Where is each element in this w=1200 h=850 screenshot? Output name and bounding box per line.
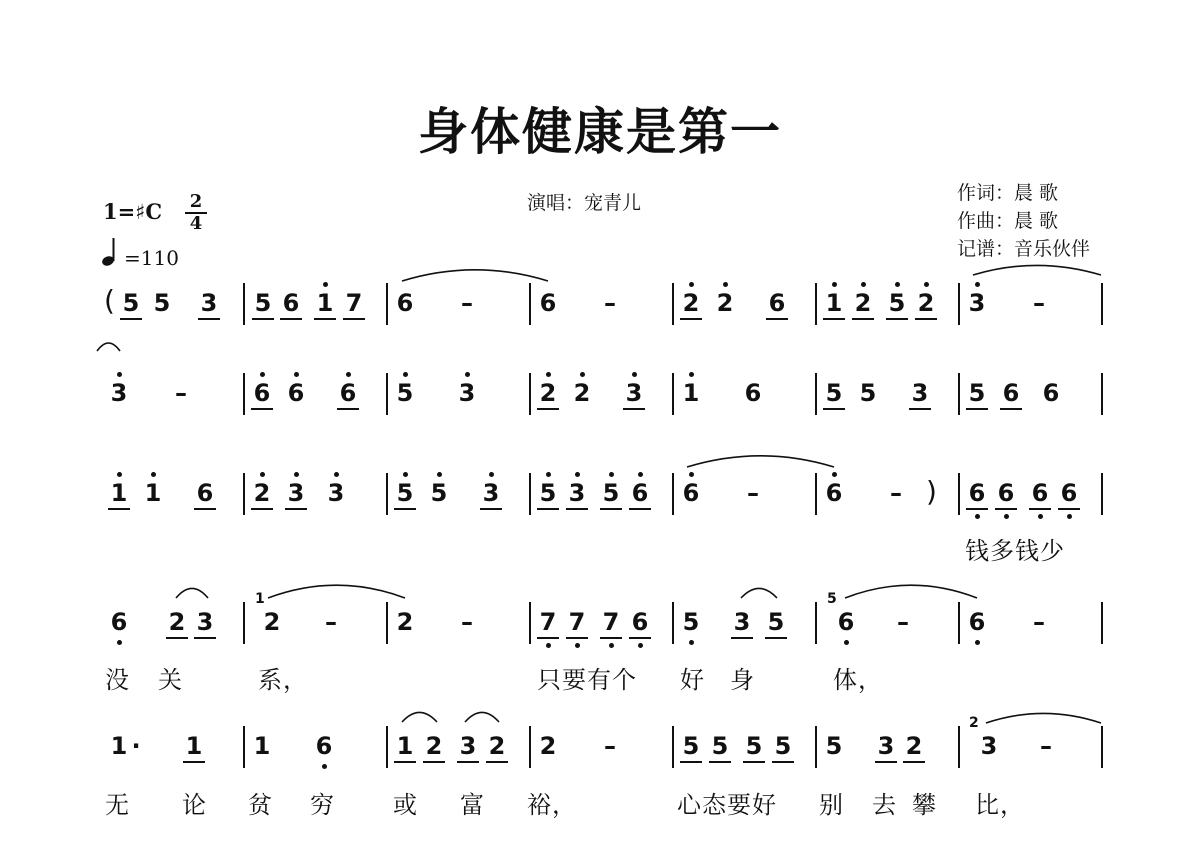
close-parenthesis: )	[926, 475, 937, 508]
note: 3	[200, 289, 218, 317]
lyric: 关	[158, 666, 183, 694]
dash-mark: –	[175, 379, 187, 407]
note: 6	[1060, 479, 1078, 507]
note: 5	[745, 732, 763, 760]
note: 6	[631, 479, 649, 507]
note: 3	[877, 732, 895, 760]
lyric: 没	[105, 666, 130, 694]
note: 2	[917, 289, 935, 317]
note: 6	[768, 289, 786, 317]
lyric: 别	[819, 791, 844, 819]
note: 5	[254, 289, 272, 317]
note: 7	[539, 608, 557, 636]
dash-mark: –	[747, 479, 759, 507]
note: 6	[287, 379, 305, 407]
slur	[268, 585, 405, 598]
dash-mark: –	[461, 289, 473, 317]
lyric: 穷	[310, 791, 335, 819]
note: ·	[131, 732, 141, 760]
note: 7	[602, 608, 620, 636]
note: 2	[168, 608, 186, 636]
note: 2	[253, 479, 271, 507]
note: 3	[110, 379, 128, 407]
note: 2	[905, 732, 923, 760]
slur	[741, 588, 777, 598]
lyric: 贫	[248, 791, 273, 819]
note: 1	[185, 732, 203, 760]
note: 5	[682, 732, 700, 760]
note: 5	[153, 289, 171, 317]
note: 2	[539, 732, 557, 760]
note: 3	[459, 732, 477, 760]
note: 6	[396, 289, 414, 317]
note: 5	[767, 608, 785, 636]
note: 6	[253, 379, 271, 407]
grace-note: 1	[255, 591, 265, 607]
lyric: 无	[105, 791, 130, 819]
note: 3	[196, 608, 214, 636]
key-signature: 1=♯C	[103, 199, 163, 224]
note: 5	[539, 479, 557, 507]
note: 5	[682, 608, 700, 636]
note: 7	[568, 608, 586, 636]
song-title: 身体健康是第一	[418, 103, 782, 161]
note: 6	[744, 379, 762, 407]
note: 2	[396, 608, 414, 636]
slur	[176, 588, 208, 598]
lyric: 或	[393, 791, 418, 819]
note: 1	[110, 732, 128, 760]
note: 6	[110, 608, 128, 636]
note: 6	[339, 379, 357, 407]
note: 5	[396, 379, 414, 407]
note: 6	[282, 289, 300, 317]
note: 6	[1002, 379, 1020, 407]
note: 6	[968, 608, 986, 636]
grace-note: 2	[969, 715, 979, 731]
note: 2	[854, 289, 872, 317]
time-signature-top: 2	[189, 191, 203, 212]
note: 3	[733, 608, 751, 636]
dash-mark: –	[1040, 732, 1052, 760]
slur	[687, 456, 834, 467]
note: 5	[602, 479, 620, 507]
lyric: 去	[872, 791, 897, 819]
note: 3	[327, 479, 345, 507]
slur	[97, 343, 120, 351]
note: 6	[997, 479, 1015, 507]
note: 5	[396, 479, 414, 507]
note: 6	[825, 479, 843, 507]
lyric: 系，	[258, 666, 308, 694]
singer-credit: 演唱：宠青儿	[527, 192, 642, 214]
dash-mark: –	[461, 608, 473, 636]
note: 5	[888, 289, 906, 317]
dash-mark: –	[325, 608, 337, 636]
note: 1	[144, 479, 162, 507]
note: 3	[287, 479, 305, 507]
slur	[402, 712, 437, 722]
slur	[973, 265, 1101, 275]
note: 5	[122, 289, 140, 317]
note: 6	[631, 608, 649, 636]
note: 3	[968, 289, 986, 317]
transcriber-credit: 记谱：音乐伙伴	[957, 238, 1091, 260]
lyric: 身	[730, 666, 755, 694]
note: 1	[110, 479, 128, 507]
open-parenthesis: (	[104, 284, 115, 317]
lyric: 只要有个	[537, 666, 637, 694]
dash-mark: –	[1033, 608, 1045, 636]
grace-note: 5	[827, 591, 837, 607]
note: 1	[396, 732, 414, 760]
note: 5	[774, 732, 792, 760]
lyric: 心态要好	[677, 791, 777, 819]
note: 6	[196, 479, 214, 507]
lyric: 钱多钱少	[965, 537, 1065, 565]
tempo-value: =110	[124, 246, 179, 270]
note: 3	[482, 479, 500, 507]
lyric: 好	[680, 666, 705, 694]
note: 6	[1042, 379, 1060, 407]
lyric: 比，	[975, 791, 1025, 819]
note: 3	[911, 379, 929, 407]
lyric: 裕，	[527, 791, 577, 819]
lyricist-credit: 作词：晨 歌	[957, 182, 1059, 204]
note: 2	[573, 379, 591, 407]
dash-mark: –	[890, 479, 902, 507]
lyric: 攀	[912, 791, 937, 819]
note: 2	[539, 379, 557, 407]
note: 1	[682, 379, 700, 407]
slur	[845, 585, 977, 598]
note: 3	[458, 379, 476, 407]
note: 2	[488, 732, 506, 760]
composer-credit: 作曲：晨 歌	[957, 210, 1059, 232]
slur	[402, 270, 548, 281]
note: 5	[859, 379, 877, 407]
note: 6	[315, 732, 333, 760]
lyric: 富	[460, 791, 485, 819]
note: 3	[980, 732, 998, 760]
note: 6	[539, 289, 557, 317]
note: 3	[625, 379, 643, 407]
note: 2	[263, 608, 281, 636]
note: 6	[837, 608, 855, 636]
slur	[986, 713, 1101, 723]
slur	[465, 712, 499, 722]
note: 1	[316, 289, 334, 317]
note: 2	[716, 289, 734, 317]
dash-mark: –	[604, 289, 616, 317]
note: 6	[1031, 479, 1049, 507]
note: 1	[825, 289, 843, 317]
note: 5	[968, 379, 986, 407]
note: 6	[968, 479, 986, 507]
lyric: 论	[182, 791, 207, 819]
lyric: 体，	[833, 666, 883, 694]
dash-mark: –	[897, 608, 909, 636]
note: 5	[825, 379, 843, 407]
dash-mark: –	[1033, 289, 1045, 317]
note: 2	[682, 289, 700, 317]
note: 7	[345, 289, 363, 317]
note: 5	[711, 732, 729, 760]
note: 5	[430, 479, 448, 507]
note: 1	[253, 732, 271, 760]
note: 2	[425, 732, 443, 760]
note: 5	[825, 732, 843, 760]
note: 3	[568, 479, 586, 507]
dash-mark: –	[604, 732, 616, 760]
note: 6	[682, 479, 700, 507]
time-signature-bottom: 4	[189, 213, 203, 234]
